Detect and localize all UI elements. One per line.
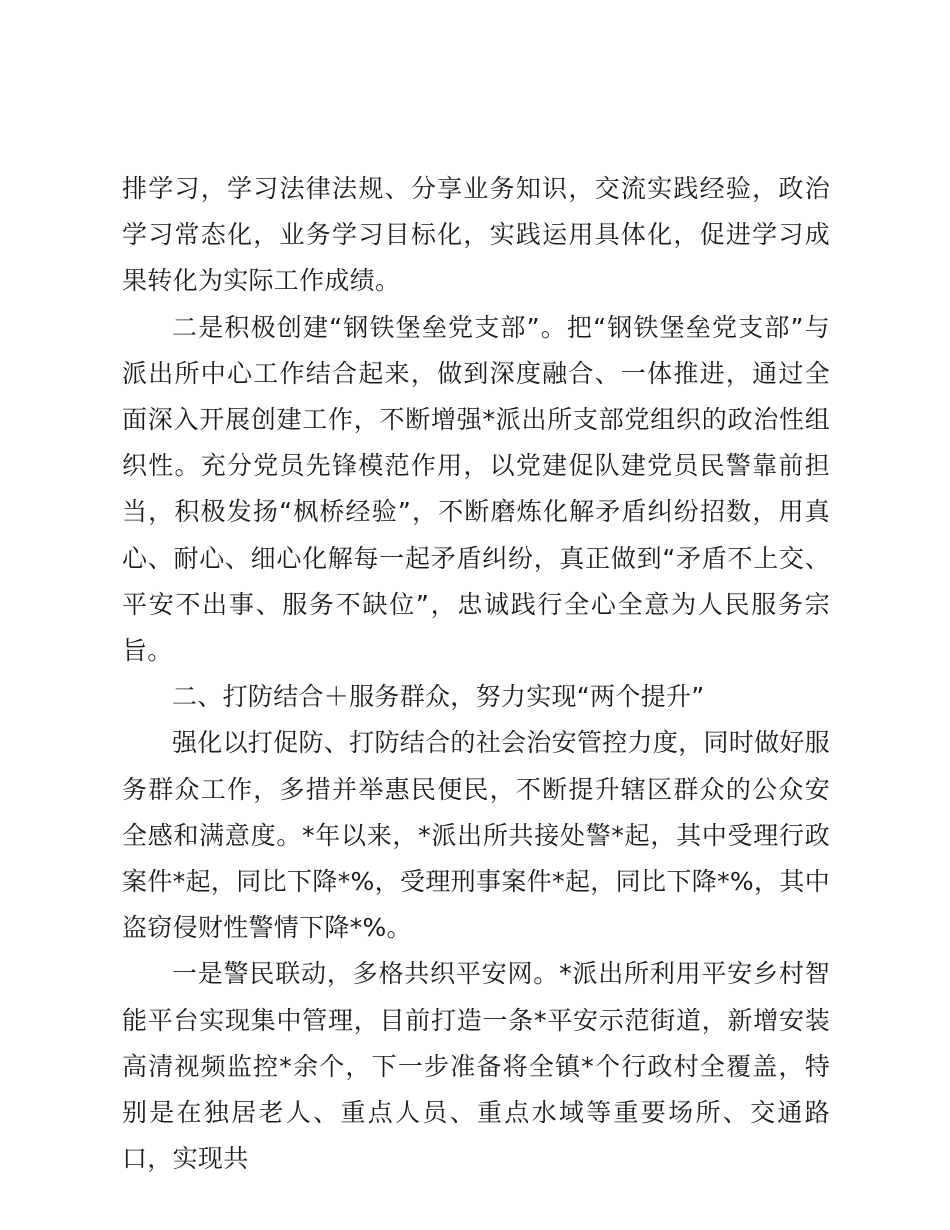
paragraph-continuation: 排学习，学习法律法规、分享业务知识，交流实践经验，政治学习常态化，业务学习目标化，实践运用具体化，促进学习成果转化为实际工作成绩。 <box>122 174 830 296</box>
document-body <box>122 166 830 1182</box>
section-heading: 二、打防结合＋服务群众，努力实现“两个提升” <box>172 682 705 712</box>
paragraph-party-branch: 二是积极创建“钢铁堡垒党支部”。把“钢铁堡垒党支部”与派出所中心工作结合起来，做到深度融合、一体推进，通过全面深入开展创建工作，不断增强*派出所支部党组织的政治性组织性。充分党员先锋模范作用，以党建促队建党员民警靠前担当，积极发扬“枫桥经验”，不断磨炼化解矛盾纠纷招数，用真心、耐心、细心化解每一起矛盾纠纷，真正做到“矛盾不上交、平安不出事、服务不缺位”，忠诚践行全心全意为人民服务宗旨。 <box>122 312 830 666</box>
paragraph-police-civilian: 一是警民联动，多格共织平安网。*派出所利用平安乡村智能平台实现集中管理，目前打造一条*平安示范街道，新增安装高清视频监控*余个，下一步准备将全镇*个行政村全覆盖，特别是在独居老人、重点人员、重点水域等重要场所、交通路口，实现共 <box>122 959 830 1174</box>
paragraph-security-control: 强化以打促防、打防结合的社会治安管控力度，同时做好服务群众工作，多措并举惠民便民，不断提升辖区群众的公众安全感和满意度。*年以来，*派出所共接处警*起，其中受理行政案件*起，同比下降*%，受理刑事案件*起，同比下降*%，其中盗窃侵财性警情下降*%。 <box>122 728 830 943</box>
